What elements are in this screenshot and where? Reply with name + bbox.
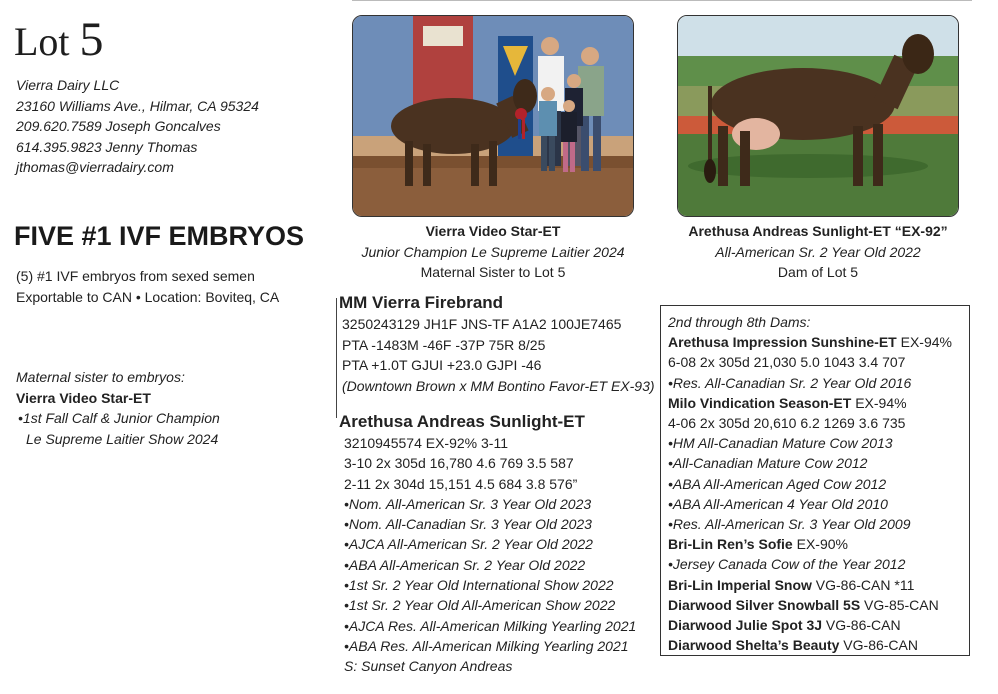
dam3-award: •Res. All-American Sr. 3 Year Old 2009	[668, 516, 911, 533]
dam3-award: •All-Canadian Mature Cow 2012	[668, 455, 868, 472]
desc-line: Exportable to CAN • Location: Boviteq, CA	[16, 289, 280, 305]
dam-block	[339, 411, 636, 677]
caption-relation: Dam of Lot 5	[777, 264, 859, 280]
lot-description	[16, 266, 279, 308]
dam-award: •AJCA All-American Sr. 2 Year Old 2022	[344, 536, 593, 553]
caption-award: All-American Sr. 2 Year Old 2022	[715, 243, 921, 260]
dam4-score: EX-90%	[792, 536, 848, 553]
sister-name: Vierra Video Star-ET	[16, 389, 151, 406]
top-rule	[352, 0, 972, 1]
dam-pasture-photo	[677, 15, 959, 217]
caption-relation: Maternal Sister to Lot 5	[420, 264, 566, 280]
dam7-score: VG-86-CAN	[822, 617, 901, 634]
dam5-score: VG-86-CAN *11	[811, 576, 915, 593]
dam2-score: EX-94%	[896, 334, 952, 351]
sire-name: MM Vierra Firebrand	[339, 293, 504, 312]
sire-pedigree: (Downtown Brown x MM Bontino Favor-ET EX-93)	[342, 377, 655, 394]
dam8-score: VG-86-CAN	[839, 637, 918, 654]
dam3-name: Milo Vindication Season-ET	[668, 394, 852, 411]
dam-line: 2-11 2x 304d 15,151 4.5 684 3.8 576”	[344, 475, 578, 492]
desc-line: (5) #1 IVF embryos from sexed semen	[16, 268, 255, 284]
dam-award: •1st Sr. 2 Year Old All-American Show 2022	[344, 597, 616, 614]
sire-line: PTA +1.0T GJUI +23.0 GJPI -46	[342, 357, 542, 373]
dam3-record: 4-06 2x 305d 20,610 6.2 1269 3.6 735	[668, 415, 906, 432]
maternal-sister-block	[16, 367, 220, 449]
caption-name: Arethusa Andreas Sunlight-ET “EX-92”	[688, 223, 948, 239]
consigner-contact	[16, 75, 259, 178]
pedigree-bracket	[336, 298, 337, 418]
email: jthomas@vierradairy.com	[16, 159, 174, 175]
dam-award: •AJCA Res. All-American Milking Yearling 2021	[344, 617, 637, 634]
dam2-award: •Res. All-Canadian Sr. 2 Year Old 2016	[668, 374, 912, 391]
dam8-name: Diarwood Shelta’s Beauty	[668, 637, 840, 654]
dam2-name: Arethusa Impression Sunshine-ET	[668, 334, 897, 351]
farm-name: Vierra Dairy LLC	[16, 77, 120, 93]
address: 23160 Williams Ave., Hilmar, CA 95324	[16, 97, 259, 114]
dam2-record: 6-08 2x 305d 21,030 5.0 1043 3.4 707	[668, 354, 906, 371]
dam-line: 3210945574 EX-92% 3-11	[344, 435, 508, 451]
dam4-award: •Jersey Canada Cow of the Year 2012	[668, 556, 906, 573]
sister-intro: Maternal sister to embryos:	[16, 369, 185, 385]
sister-show-photo	[352, 15, 634, 217]
lot-number: 5	[79, 13, 104, 66]
lot-title	[14, 12, 104, 67]
dams-box	[668, 312, 952, 655]
dam5-name: Bri-Lin Imperial Snow	[668, 576, 812, 593]
phone-joseph: 209.620.7589 Joseph Goncalves	[16, 118, 221, 134]
phone-jenny: 614.395.9823 Jenny Thomas	[16, 138, 198, 155]
lot-headline: FIVE #1 IVF EMBRYOS	[14, 221, 305, 251]
caption-name: Vierra Video Star-ET	[425, 223, 561, 239]
dam-line: 3-10 2x 305d 16,780 4.6 769 3.5 587	[344, 455, 574, 472]
sister-photo-caption	[352, 221, 634, 283]
dam-award: •Nom. All-American Sr. 3 Year Old 2023	[344, 495, 592, 512]
sister-award: •1st Fall Calf & Junior Champion	[18, 410, 220, 426]
caption-award: Junior Champion Le Supreme Laitier 2024	[361, 243, 625, 260]
sire-block	[339, 292, 655, 396]
dam3-award: •HM All-Canadian Mature Cow 2013	[668, 435, 893, 452]
dam-award: •ABA All-American Sr. 2 Year Old 2022	[344, 556, 586, 573]
sire-line: PTA -1483M -46F -37P 75R 8/25	[342, 336, 546, 353]
dam6-score: VG-85-CAN	[860, 596, 939, 613]
dam-photo-caption	[677, 221, 959, 283]
dam7-name: Diarwood Julie Spot 3J	[668, 617, 823, 634]
dam-name: Arethusa Andreas Sunlight-ET	[339, 412, 585, 431]
dam-award: •ABA Res. All-American Milking Yearling 2021	[344, 637, 629, 654]
dam-award: •1st Sr. 2 Year Old International Show 2022	[344, 577, 614, 594]
dam6-name: Diarwood Silver Snowball 5S	[668, 596, 861, 613]
dam3-score: EX-94%	[851, 394, 907, 411]
dam3-award: •ABA All-American Aged Cow 2012	[668, 475, 887, 492]
dams-box-title: 2nd through 8th Dams:	[668, 314, 811, 330]
dam4-name: Bri-Lin Ren’s Sofie	[668, 536, 793, 553]
lot-word: Lot	[14, 19, 70, 64]
dam3-award: •ABA All-American 4 Year Old 2010	[668, 495, 888, 512]
sire-line: 3250243129 JH1F JNS-TF A1A2 100JE7465	[342, 316, 622, 332]
sister-award: Le Supreme Laitier Show 2024	[26, 430, 219, 447]
dam-sire: S: Sunset Canyon Andreas	[344, 658, 513, 675]
dam-award: •Nom. All-Canadian Sr. 3 Year Old 2023	[344, 516, 592, 533]
